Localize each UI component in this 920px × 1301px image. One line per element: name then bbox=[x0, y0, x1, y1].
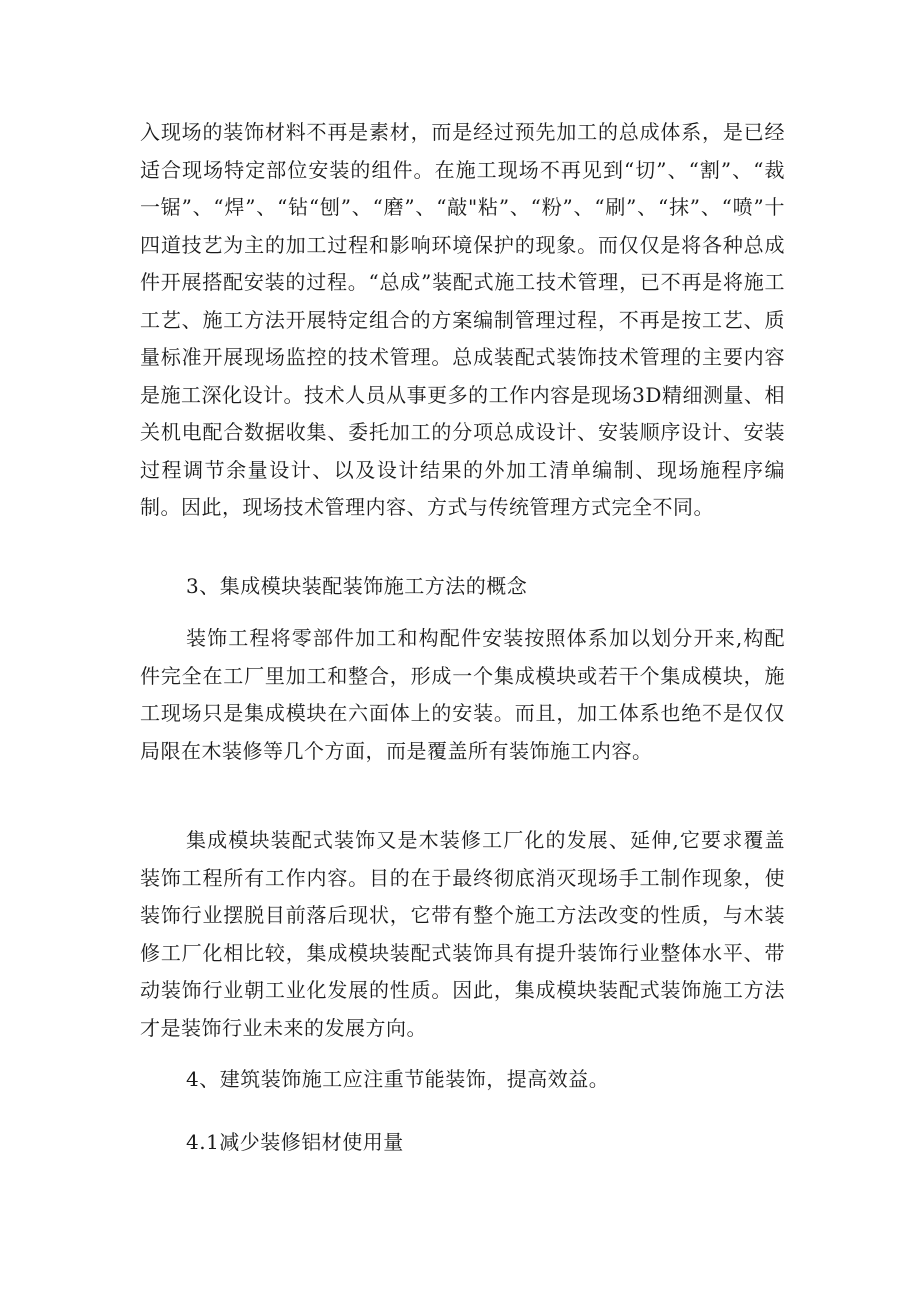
subsection-heading-4-1: 4.1减少装修铝材使用量 bbox=[186, 1130, 404, 1154]
section-heading-4: 4、建筑装饰施工应注重节能装饰，提高效益。 bbox=[186, 1067, 610, 1091]
body-paragraph-2: 装饰工程将零部件加工和构配件安装按照体系加以划分开来,构配件完全在工厂里加工和整合，形成一个集成模块或若干个集成模块，施工现场只是集成模块在六面体上的安装。而且，加工体系也绝不是仅仅局限在木装修等几个方面，而是覆盖所有装饰施工内容。 bbox=[140, 626, 785, 763]
body-paragraph-1: 入现场的装饰材料不再是素材，而是经过预先加工的总成体系，是已经适合现场特定部位安装的组件。在施工现场不再见到“切”、“割”、“裁一锯”、“焊”、“钻“刨”、“磨”、“敲"粘”、“粉”、“刷”、“抹”、“喷”十四道技艺为主的加工过程和影响环境保护的现象。而仅仅是将各种总成件开展搭配安装的过程。“总成”装配式施工技术管理，已不再是将施工工艺、施工方法开展特定组合的方案编制管理过程，不再是按工艺、质量标准开展现场监控的技术管理。总成装配式装饰技术管理的主要内容是施工深化设计。技术人员从事更多的工作内容是现场3D精细测量、相关机电配合数据收集、委托加工的分项总成设计、安装顺序设计、安装过程调节余量设计、以及设计结果的外加工清单编制、现场施程序编制。因此，现场技术管理内容、方式与传统管理方式完全不同。 bbox=[140, 120, 785, 519]
section-heading-3: 3、集成模块装配装饰施工方法的概念 bbox=[186, 574, 528, 598]
body-paragraph-3: 集成模块装配式装饰又是木装修工厂化的发展、延伸,它要求覆盖装饰工程所有工作内容。目的在于最终彻底消灭现场手工制作现象，使装饰行业摆脱目前落后现状，它带有整个施工方法改变的性质，与木装修工厂化相比较，集成模块装配式装饰具有提升装饰行业整体水平、带动装饰行业朝工业化发展的性质。因此，集成模块装配式装饰施工方法才是装饰行业未来的发展方向。 bbox=[140, 828, 785, 1040]
